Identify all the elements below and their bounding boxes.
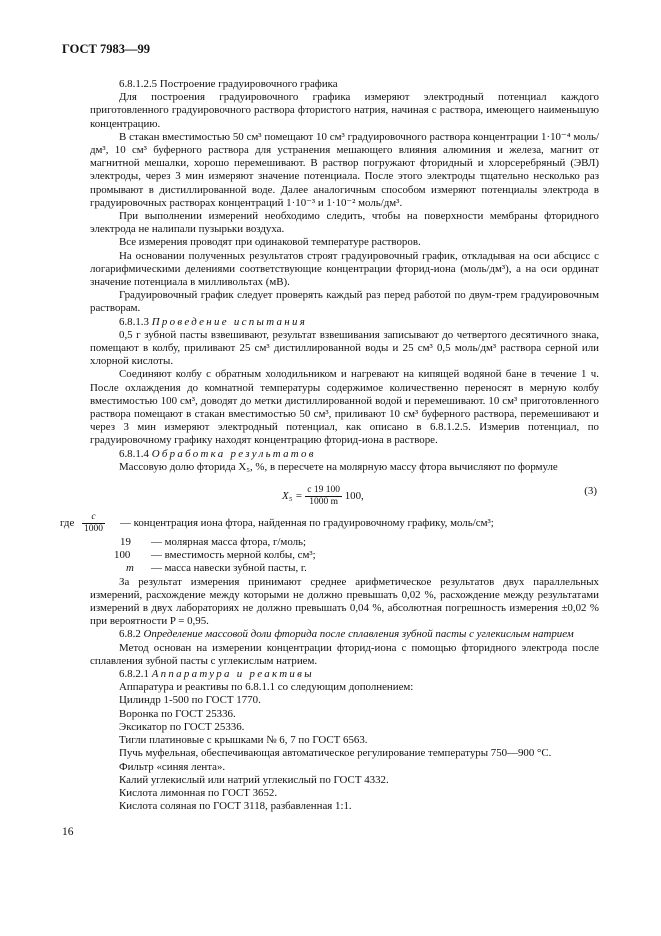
- formula-fraction: [305, 485, 342, 508]
- legend-description: — концентрация иона фтора, найденная по градуировочному графику, моль/см³;: [120, 517, 494, 530]
- legend-label: m: [126, 562, 134, 575]
- legend-fraction-num: c: [82, 512, 105, 524]
- section-number: 6.8.2: [119, 628, 141, 641]
- section-number: 6.8.1.4: [119, 447, 149, 460]
- equipment-list: [90, 681, 599, 813]
- paragraph: Все измерения проводят при одинаковой температуре растворов.: [119, 236, 421, 249]
- list-item: Кислота соляная по ГОСТ 3118, разбавленная 1:1.: [119, 800, 352, 813]
- section-title: Определение массовой доли фторида после сплавления зубной пасты с углекислым натрием: [143, 628, 574, 641]
- legend-row: [90, 562, 599, 575]
- section-number: 6.8.2.1: [119, 668, 149, 681]
- formula-legend: [60, 512, 599, 576]
- list-item: Эксикатор по ГОСТ 25336.: [119, 720, 245, 733]
- section-number: 6.8.1.2.5: [119, 78, 158, 90]
- paragraph: Для построения градуировочного графика измеряют электродный потенциал каждого приготовленного градуировочного раствора фтористого натрия, начиная с раствора, имеющего наименьшую концентрацию.: [90, 91, 599, 130]
- page-number: 16: [62, 826, 74, 838]
- list-item: Тигли платиновые с крышками № 6, 7 по ГОСТ 6563.: [119, 734, 368, 747]
- legend-fraction: [82, 512, 105, 535]
- legend-where-word: где: [60, 517, 75, 530]
- formula-numerator: c 19 100: [307, 485, 340, 496]
- section-heading-6-8-2: [90, 628, 599, 641]
- section-heading-6-8-1-3: [90, 316, 599, 329]
- formula-3: [90, 476, 599, 512]
- formula-tail: 100,: [344, 490, 364, 503]
- paragraph: Метод основан на измерении концентрации фторид-иона с помощью фторидного электрода после сплавления зубной пасты с углекислым натрием.: [90, 641, 599, 667]
- legend-description: — масса навески зубной пасты, г.: [151, 562, 307, 575]
- legend-label: 19: [120, 536, 131, 549]
- paragraph: Соединяют колбу с обратным холодильником и нагревают на кипящей водяной бане в течение 1 ч. После охлаждения до комнатной температуры содержимое количественно переносят в мерную колбу вместимостью 100 см³, доводят до метки дистиллированной водой и перемешивают. 10 см³ приготовленного раствора помещают в стакан вместимостью 50 см³, приливают 10 см³ буферного раствора, перемешивают и через 3 мин измеряют электродный потенциал, как описано в 6.8.1.2.5. Измерив потенциал, по градуировочному графику находят концентрацию фторид-иона в растворе.: [90, 368, 599, 447]
- legend-description: — молярная масса фтора, г/моль;: [151, 536, 307, 549]
- paragraph: При выполнении измерений необходимо следить, чтобы на поверхности мембраны фторидного электрода не налипали пузырьки воздуха.: [90, 210, 599, 236]
- legend-label: 100: [114, 549, 131, 562]
- document-body: [60, 78, 599, 813]
- paragraph: За результат измерения принимают среднее арифметическое результатов двух параллельных измерений, расхождение между которыми не должно превышать 0,02 %, расхождение между результатами измерений в двух лабораториях не должно превышать 0,04 %, абсолютная погрешность измерения ±0,02 % при вероятности P = 0,95.: [90, 575, 599, 628]
- legend-row: [90, 549, 599, 562]
- section-heading-6-8-1-4: [90, 448, 599, 461]
- legend-row: [90, 536, 599, 549]
- list-item: Цилиндр 1-500 по ГОСТ 1770.: [119, 694, 261, 707]
- section-heading-6-8-2-1: [90, 668, 599, 681]
- legend-fraction-den: 1000: [84, 524, 103, 535]
- list-item: Калий углекислый или натрий углекислый по ГОСТ 4332.: [119, 773, 389, 786]
- list-item: Воронка по ГОСТ 25336.: [119, 707, 236, 720]
- list-item: Пучь муфельная, обеспечивающая автоматическое регулирование температуры 750—900 °С.: [119, 747, 552, 760]
- paragraph: Массовую долю фторида X₅, %, в пересчете на молярную массу фтора вычисляют по формуле: [119, 460, 558, 473]
- formula-lhs: X₅ =: [282, 490, 303, 503]
- section-title: Построение градуировочного графика: [159, 78, 338, 90]
- section-title: Обработка результатов: [151, 447, 316, 460]
- list-item: Фильтр «синяя лента».: [119, 760, 226, 773]
- legend-row: [60, 512, 599, 536]
- list-item: Кислота лимонная по ГОСТ 3652.: [119, 786, 278, 799]
- paragraph: Градуировочный график следует проверять каждый раз перед работой по двум-трем градуировочным растворам.: [90, 289, 599, 315]
- formula-expression: [282, 485, 364, 508]
- section-title: Проведение испытания: [151, 315, 308, 328]
- page-header: ГОСТ 7983—99: [62, 42, 151, 56]
- section-title: Аппаратура и реактивы: [151, 668, 314, 681]
- formula-denominator: 1000 m: [309, 497, 338, 508]
- paragraph: 0,5 г зубной пасты взвешивают, результат взвешивания записывают до четвертого десятичного знака, помещают в колбу, приливают 25 см³ дистиллированной воды и 25 см³ 0,5 моль/дм³ раствора серной или хлорной кислоты.: [90, 328, 599, 368]
- section-heading-6-8-1-2-5: [90, 78, 599, 91]
- section-number: 6.8.1.3: [119, 315, 149, 328]
- paragraph: На основании полученных результатов строят градуировочный график, откладывая на оси абсцисс с логарифмическими делениями соответствующие концентрации фторид-иона (моль/дм³), а на оси ординат значение потенциала в милливольтах (мВ).: [90, 249, 599, 289]
- paragraph: В стакан вместимостью 50 см³ помещают 10 см³ градуировочного раствора концентрации 1·10⁻⁴ моль/дм³, 10 см³ буферного раствора для устранения мешающего влияния алюминия и железа, магнит от магнитной мешалки, хорошо перемешивают. В раствор погружают фторидный и хлорсеребряный (ЭВЛ) электроды, через 3 мин измеряют значение потенциала. После этого электроды тщательно несколько раз промывают в дистиллированной воде. Далее аналогичным способом измеряют потенциалы электрода в градуировочных растворах концентраций 1·10⁻³ и 1·10⁻² моль/дм³.: [90, 130, 599, 209]
- legend-description: — вместимость мерной колбы, см³;: [151, 549, 316, 562]
- list-item: Аппаратура и реактивы по 6.8.1.1 со следующим дополнением:: [119, 681, 414, 694]
- formula-number: (3): [584, 485, 597, 498]
